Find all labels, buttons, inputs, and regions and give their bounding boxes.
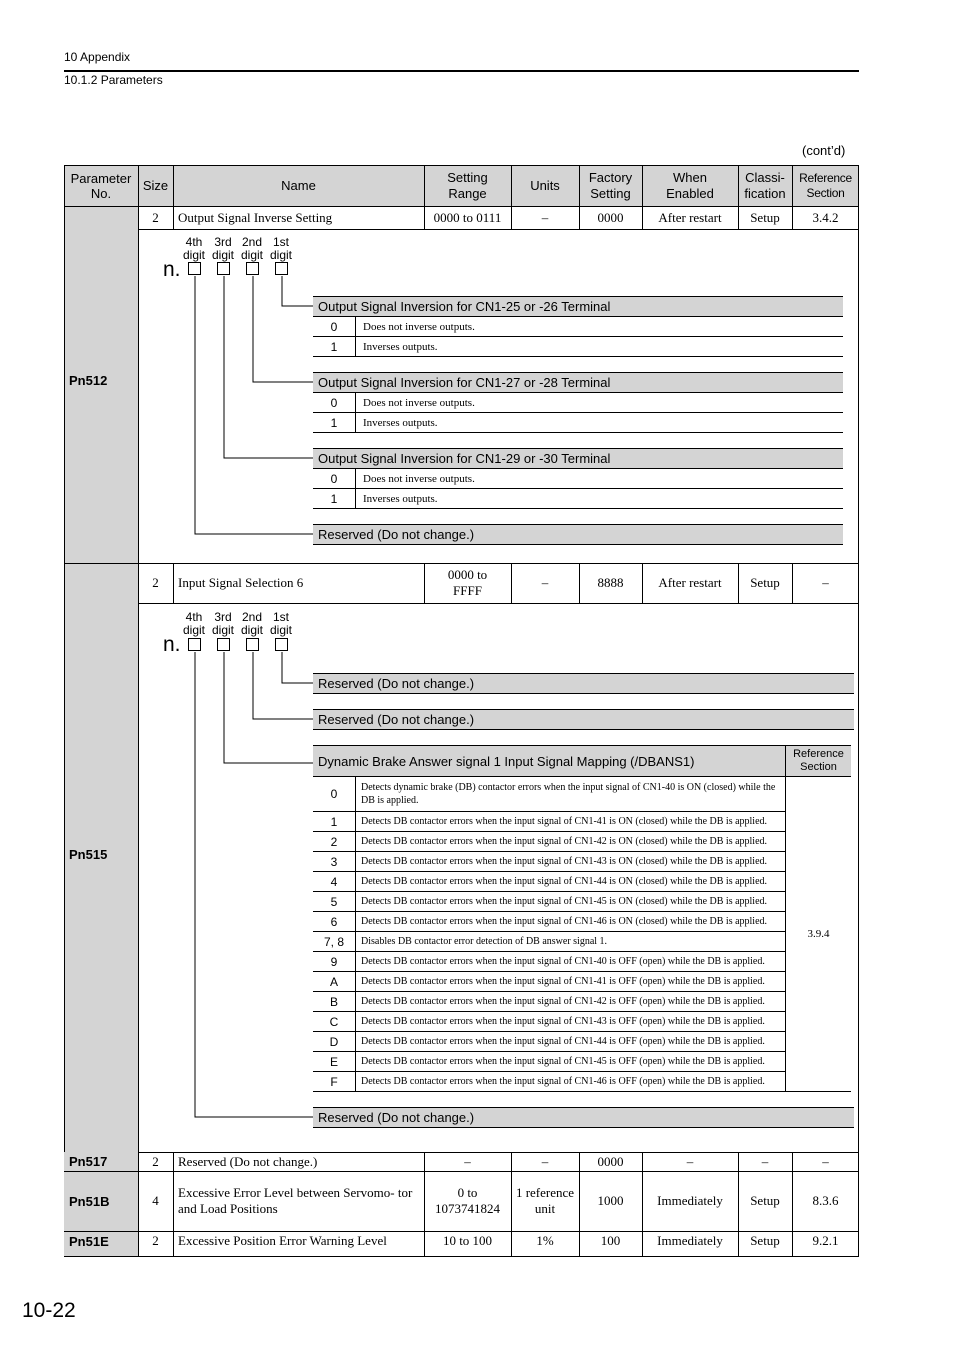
digit-2nd-label: 2nd digit [240, 235, 263, 262]
pn512-size: 2 [152, 209, 159, 225]
n-prefix: n. [163, 633, 181, 656]
digit-3rd-label: 3rd digit [211, 235, 234, 262]
digit-2nd-label: 2nd digit [240, 610, 263, 637]
digit-1st-label: 1st digit [269, 610, 292, 637]
pn51e-name: Excessive Position Error Warning Level [178, 1233, 387, 1248]
pn515-reserved-2: Reserved (Do not change.) [313, 709, 854, 730]
digit-4th-label: 4th digit [182, 235, 205, 262]
pn515-reserved-4: Reserved (Do not change.) [313, 1107, 854, 1128]
table-row: 2 Detects DB contactor errors when the input signal of CN1-42 is ON (closed) while the DB is applied. [313, 832, 785, 852]
col-size: Size [142, 178, 169, 193]
pn51e-class: Setup [750, 1233, 780, 1248]
table-row: A Detects DB contactor errors when the input signal of CN1-41 is OFF (open) while the DB is applied. [313, 972, 785, 992]
pn515-units: – [541, 575, 549, 590]
section-header: 10.1.2 Parameters [64, 73, 163, 87]
pn517-ref: – [822, 1153, 829, 1169]
pn51b-factory: 1000 [597, 1193, 624, 1208]
pn517-class: – [761, 1153, 769, 1169]
pn51e-range: 10 to 100 [442, 1233, 493, 1248]
param-id-pn51e: Pn51E [69, 1233, 109, 1249]
pn515-factory: 8888 [597, 575, 624, 590]
page-number: 10-22 [22, 1299, 76, 1322]
pn51e-units: 1% [536, 1233, 554, 1248]
list-item: 1 Inverses outputs. [313, 489, 843, 509]
list-item: 0 Does not inverse outputs. [313, 393, 843, 413]
list-item: 1 Inverses outputs. [313, 413, 843, 433]
dbans-ref: 3.9.4 [785, 777, 851, 1092]
pn512-name: Output Signal Inverse Setting [178, 209, 333, 225]
pn512-range: 0000 to 0111 [433, 209, 502, 225]
pn517-name: Reserved (Do not change.) [178, 1153, 318, 1169]
table-row: C Detects DB contactor errors when the input signal of CN1-43 is OFF (open) while the DB is applied. [313, 1012, 785, 1032]
pn512-reserved: Reserved (Do not change.) [313, 524, 843, 545]
table-row: D Detects DB contactor errors when the input signal of CN1-44 is OFF (open) while the DB is applied. [313, 1032, 785, 1052]
pn51b-size: 4 [152, 1193, 159, 1208]
pn515-when: After restart [658, 575, 722, 590]
table-row: 6 Detects DB contactor errors when the input signal of CN1-46 is ON (closed) while the DB is applied. [313, 912, 785, 932]
pn512-group2-title: Output Signal Inversion for CN1-27 or -28 Terminal [313, 372, 843, 393]
param-id-pn512: Pn512 [69, 373, 108, 388]
dbans-ref-header: Reference Section [785, 745, 851, 777]
col-when-enabled: When Enabled [666, 169, 714, 201]
param-id-pn51b: Pn51B [69, 1193, 110, 1209]
pn51b-range: 0 to 1073741824 [435, 1185, 500, 1216]
list-item: 1 Inverses outputs. [313, 337, 843, 357]
table-row: 0 Detects dynamic brake (DB) contactor errors when the input signal of CN1-40 is ON (closed) while the DB is applied. [313, 777, 785, 812]
pn512-group3-title: Output Signal Inversion for CN1-29 or -30 Terminal [313, 448, 843, 469]
pn51e-when: Immediately [657, 1233, 723, 1248]
table-row: 5 Detects DB contactor errors when the input signal of CN1-45 is ON (closed) while the DB is applied. [313, 892, 785, 912]
pn515-size: 2 [152, 575, 159, 590]
pn512-units: – [541, 209, 549, 225]
contd-label: (cont’d) [802, 143, 846, 158]
digit-1st-label: 1st digit [269, 235, 292, 262]
digit-4th-label: 4th digit [182, 610, 205, 637]
col-factory-setting: Factory Setting [588, 169, 633, 201]
col-classification: Classi- fication [744, 169, 786, 201]
table-row: 3 Detects DB contactor errors when the input signal of CN1-43 is ON (closed) while the DB is applied. [313, 852, 785, 872]
pn517-range: – [464, 1153, 471, 1169]
pn512-class: Setup [750, 209, 780, 225]
dbans-title: Dynamic Brake Answer signal 1 Input Signal Mapping (/DBANS1) [313, 745, 785, 777]
pn515-ref: – [822, 575, 829, 590]
col-param-no: Parameter No. [70, 170, 132, 201]
n-prefix: n. [163, 258, 181, 281]
pn51b-name: Excessive Error Level between Servomo- tor and Load Positions [178, 1185, 413, 1216]
pn51e-ref: 9.2.1 [812, 1233, 839, 1248]
pn512-ref: 3.4.2 [812, 209, 839, 225]
chapter-header: 10 Appendix [64, 50, 131, 64]
table-row: 1 Detects DB contactor errors when the input signal of CN1-41 is ON (closed) while the DB is applied. [313, 812, 785, 832]
pn51b-ref: 8.3.6 [812, 1193, 839, 1208]
col-name: Name [281, 178, 316, 193]
table-row: E Detects DB contactor errors when the input signal of CN1-45 is OFF (open) while the DB is applied. [313, 1052, 785, 1072]
digit-3rd-label: 3rd digit [211, 610, 234, 637]
table-row: 9 Detects DB contactor errors when the input signal of CN1-40 is OFF (open) while the DB is applied. [313, 952, 785, 972]
pn51b-when: Immediately [657, 1193, 723, 1208]
pn51b-units: 1 reference unit [515, 1185, 575, 1216]
table-row: B Detects DB contactor errors when the input signal of CN1-42 is OFF (open) while the DB is applied. [313, 992, 785, 1012]
col-setting-range: Setting Range [447, 169, 488, 201]
pn517-when: – [686, 1153, 694, 1169]
list-item: 0 Does not inverse outputs. [313, 317, 843, 337]
table-row: 4 Detects DB contactor errors when the input signal of CN1-44 is ON (closed) while the DB is applied. [313, 872, 785, 892]
table-row: 7, 8 Disables DB contactor error detection of DB answer signal 1. [313, 932, 785, 952]
pn512-when: After restart [658, 209, 722, 225]
pn517-size: 2 [152, 1153, 159, 1169]
pn515-reserved-1: Reserved (Do not change.) [313, 673, 854, 694]
pn515-range: 0000 to FFFF [447, 567, 488, 598]
pn515-name: Input Signal Selection 6 [178, 575, 304, 590]
pn51b-class: Setup [750, 1193, 780, 1208]
list-item: 0 Does not inverse outputs. [313, 469, 843, 489]
pn517-units: – [541, 1153, 549, 1169]
pn512-group1-title: Output Signal Inversion for CN1-25 or -26 Terminal [313, 296, 843, 317]
param-id-pn515: Pn515 [69, 847, 108, 862]
pn51e-factory: 100 [600, 1233, 621, 1248]
pn51e-size: 2 [152, 1233, 159, 1248]
param-id-pn517: Pn517 [69, 1154, 108, 1169]
table-row: F Detects DB contactor errors when the input signal of CN1-46 is OFF (open) while the DB is applied. [313, 1072, 785, 1092]
pn512-factory: 0000 [597, 209, 624, 225]
pn515-class: Setup [750, 575, 780, 590]
col-units: Units [530, 178, 560, 193]
pn517-factory: 0000 [597, 1153, 624, 1169]
col-reference: Reference Section [799, 170, 852, 200]
